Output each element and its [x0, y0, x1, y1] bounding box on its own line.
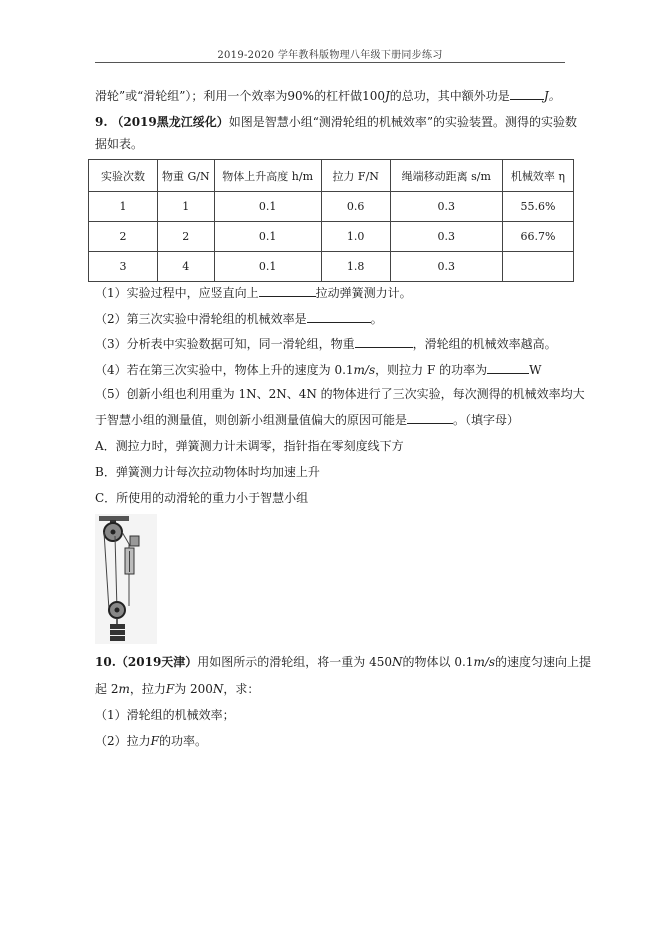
sub5-text-after: 。（填字母）: [453, 413, 520, 427]
q10-sub2-text: （2）拉力: [95, 734, 151, 748]
q10-sub2-text: 的功率。: [158, 734, 207, 748]
q9-number: 9.: [95, 115, 108, 129]
prev-unit-end: J。: [543, 89, 561, 103]
table-row: [89, 252, 574, 282]
table-cell: 0.1: [214, 252, 321, 282]
q10-line1: [95, 654, 591, 670]
q10-text: ，求：: [223, 682, 260, 696]
table-cell: 1.0: [321, 222, 390, 252]
q10-text: 起 2: [95, 682, 119, 696]
table-cell: 0.3: [390, 252, 502, 282]
table-cell: 66.7%: [502, 222, 573, 252]
q10-text: 的物体以 0.1: [402, 655, 474, 669]
table-cell: [502, 252, 573, 282]
table-row: [89, 192, 574, 222]
answer-blank: [407, 411, 453, 424]
table-cell: 3: [89, 252, 158, 282]
table-header-row: [89, 160, 574, 192]
q10-line2: [95, 681, 259, 697]
header-cell: 实验次数: [89, 160, 158, 192]
q10-source: （2019天津）: [115, 655, 198, 669]
table-cell: 1.8: [321, 252, 390, 282]
prev-text-before: 滑轮”或“滑轮组”）；利用一个效率为90%的杠杆做100: [95, 89, 385, 103]
q10-number: 10.: [95, 655, 116, 669]
prev-question-tail: [95, 87, 561, 104]
sub4-unit: m/s: [353, 363, 376, 377]
table-cell: 0.3: [390, 222, 502, 252]
q10-text: 为 200: [174, 682, 213, 696]
q10-variable: F: [165, 682, 175, 696]
sub3-text-before: （3）分析表中实验数据可知，同一滑轮组，物重: [95, 337, 355, 351]
q10-text: ，拉力: [129, 682, 166, 696]
sub2-text-before: （2）第三次实验中滑轮组的机械效率是: [95, 312, 307, 326]
header-cell: 绳端移动距离 s/m: [390, 160, 502, 192]
prev-text-after: 的总功，其中额外功是: [389, 89, 510, 103]
experiment-data-table: [88, 159, 574, 282]
q9-sub3: [95, 335, 557, 352]
table-cell: 0.1: [214, 192, 321, 222]
q9-sub5-line1: （5）创新小组也利用重为 1N、2N、4N 的物体进行了三次实验，每次测得的机械效率均大: [95, 387, 585, 401]
table-cell: 0.6: [321, 192, 390, 222]
header-cell: 机械效率 η: [502, 160, 573, 192]
table-cell: 1: [89, 192, 158, 222]
q10-variable: F: [150, 734, 159, 748]
q10-unit: m/s: [473, 655, 496, 669]
q10-sub1: （1）滑轮组的机械效率；: [95, 708, 235, 722]
sub2-text-after: 。: [370, 312, 383, 326]
q9-sub2: [95, 310, 383, 327]
q10-unit: m: [118, 682, 130, 696]
table-row: [89, 222, 574, 252]
sub3-text-after: ，滑轮组的机械效率越高。: [412, 337, 557, 351]
answer-blank: [259, 284, 316, 297]
q10-unit: N: [212, 682, 224, 696]
prev-unit-mid: J: [384, 89, 390, 103]
table-cell: 2: [157, 222, 214, 252]
q10-text: 用如图所示的滑轮组，将一重为 450: [197, 655, 393, 669]
answer-blank: [355, 335, 413, 348]
page-header: 2019-2020 学年教科版物理八年级下册同步练习: [217, 50, 443, 61]
q9-source: （2019黑龙江绥化）: [111, 115, 229, 129]
q10-sub2: [95, 733, 207, 749]
table-cell: 2: [89, 222, 158, 252]
header-cell: 拉力 F/N: [321, 160, 390, 192]
header-cell: 物体上升高度 h/m: [214, 160, 321, 192]
q9-option-a: A．测拉力时，弹簧测力计未调零，指针指在零刻度线下方: [95, 439, 404, 453]
q9-option-b: B．弹簧测力计每次拉动物体时均加速上升: [95, 465, 320, 479]
answer-blank: [307, 310, 371, 323]
header-cell: 物重 G/N: [157, 160, 214, 192]
pulley-apparatus-photo: [95, 514, 157, 644]
sub4-text-mid: ，则拉力 F 的功率为: [375, 363, 488, 377]
q10-text: 的速度匀速向上提: [495, 655, 592, 669]
q9-stem-line1: [95, 114, 577, 130]
q9-option-c: C．所使用的动滑轮的重力小于智慧小组: [95, 491, 309, 505]
q10-unit: N: [392, 655, 403, 669]
table-cell: 1: [157, 192, 214, 222]
table-cell: 4: [157, 252, 214, 282]
q9-stem-line2: 据如表。: [95, 137, 144, 151]
sub1-text-before: （1）实验过程中，应竖直向上: [95, 286, 259, 300]
sub1-text-after: 拉动弹簧测力计。: [315, 286, 412, 300]
q9-sub5-line2: [95, 411, 519, 428]
q9-sub4: [95, 361, 541, 378]
q9-sub1: [95, 284, 412, 301]
answer-blank: [510, 87, 544, 100]
table-cell: 0.1: [214, 222, 321, 252]
table-cell: 55.6%: [502, 192, 573, 222]
header-divider: [95, 62, 565, 63]
table-cell: 0.3: [390, 192, 502, 222]
answer-blank: [487, 361, 529, 374]
sub5-text-before: 于智慧小组的测量值，则创新小组测量值偏大的原因可能是: [95, 413, 408, 427]
sub4-unit-end: W: [529, 363, 542, 377]
q9-stem-text: 如图是智慧小组“测滑轮组的机械效率”的实验装置。测得的实验数: [228, 115, 578, 129]
sub4-text-before: （4）若在第三次实验中，物体上升的速度为 0.1: [95, 363, 354, 377]
